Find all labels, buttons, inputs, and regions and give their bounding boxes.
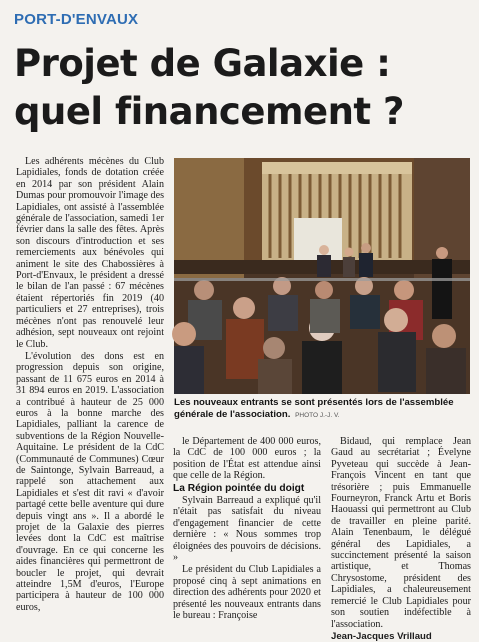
photo-illustration	[174, 158, 470, 394]
photo-caption	[174, 397, 470, 421]
photo-credit: PHOTO J.-J. V.	[295, 411, 340, 419]
body-paragraph: Les adhérents mécènes du Club Lapidiales, fonds de dotation créée en 2014 par son président Alain Dumas pour promouvoir l'image des Lapidiales, ont assisté à l'assemblée générale de l'association, samedi 1er février dans la salle des fêtes. Après son discours d'introduction et ses remerciements aux bénévoles qui animent le site des Chabossières à Port-d'Envaux, le président a dressé le bilan de l'an passé : 67 mécènes étaient répertoriés fin 2019 (40 particuliers et 27 entreprises), trois mécènes n'ont pas renouvelé leur adhésion, sept nouveaux ont rejoint le Club.	[16, 156, 164, 350]
headline-line-2: quel financement ?	[14, 90, 404, 133]
headline-line-1: Projet de Galaxie :	[14, 42, 391, 85]
body-column-1	[16, 156, 164, 638]
body-paragraph: Le président du Club Lapidiales a proposé cinq à sept animations en direction des adhérents pour 2020 et présenté les nouveaux entrants dans le bureau : Françoise	[173, 564, 321, 622]
body-column-3	[331, 436, 471, 642]
body-column-2	[173, 436, 321, 636]
article-headline	[14, 40, 469, 136]
author-byline: Jean-Jacques Vrillaud	[331, 630, 432, 642]
assembly-photo	[174, 158, 470, 394]
body-paragraph: Bidaud, qui remplace Jean Gaud au secrétariat ; Évelyne Pyveteau qui succède à Jean-François Vincent en tant que trésorière ; puis Emmanuelle Fourneyron, Franck Artu et Boris Haouassi qui permettront au Club de travailler en pleine parité. Alain Tenenbaum, le délégué général des Lapidiales, a succinctement présenté la saison artistique, et Thomas Chrysostome, président des Lapidiales, a chaleureusement remercié le Club Lapidiales pour son soutien indéfectible à l'association.	[331, 436, 471, 630]
body-paragraph: le Département de 400 000 euros, la CdC de 100 000 euros ; la position de l'État est attendue ainsi que celle de la Région.	[173, 436, 321, 482]
section-subhead: La Région pointée du doigt	[173, 482, 305, 494]
body-paragraph: L'évolution des dons est en progression depuis son origine, passant de 11 675 euros en 2014 à 31 894 euros en 2019. L'association a contribué à hauteur de 25 000 euros à la bonne marche des Lapidiales, palliant la carence de subventions de la Région Nouvelle-Aquitaine. Le président de la CdC (Communauté de Communes) Cœur de Saintonge, Sylvain Barreaud, a rappelé son attachement aux Lapidiales et s'est dit ravi « d'avoir partagé cette belle aventure qui dure depuis vingt ans ». Il a abordé le projet de la Galaxie des pierres levées dont la CdC est maîtrise d'ouvrage. En ce qui concerne les aides financières qui permettront de boucler le projet, qui devrait atteindre 1,5M d'euros, l'Europe participera à hauteur de 100 000 euros,	[16, 350, 164, 613]
body-paragraph: Sylvain Barreaud a expliqué qu'il n'était pas satisfait du niveau d'engagement financier de cette dernière : « Nous sommes trop éloignées des pouvoirs de décisions. »	[173, 495, 321, 564]
caption-text: Les nouveaux entrants se sont présentés lors de l'assemblée générale de l'association.	[174, 397, 454, 420]
section-kicker: PORT-D'ENVAUX	[14, 11, 139, 28]
